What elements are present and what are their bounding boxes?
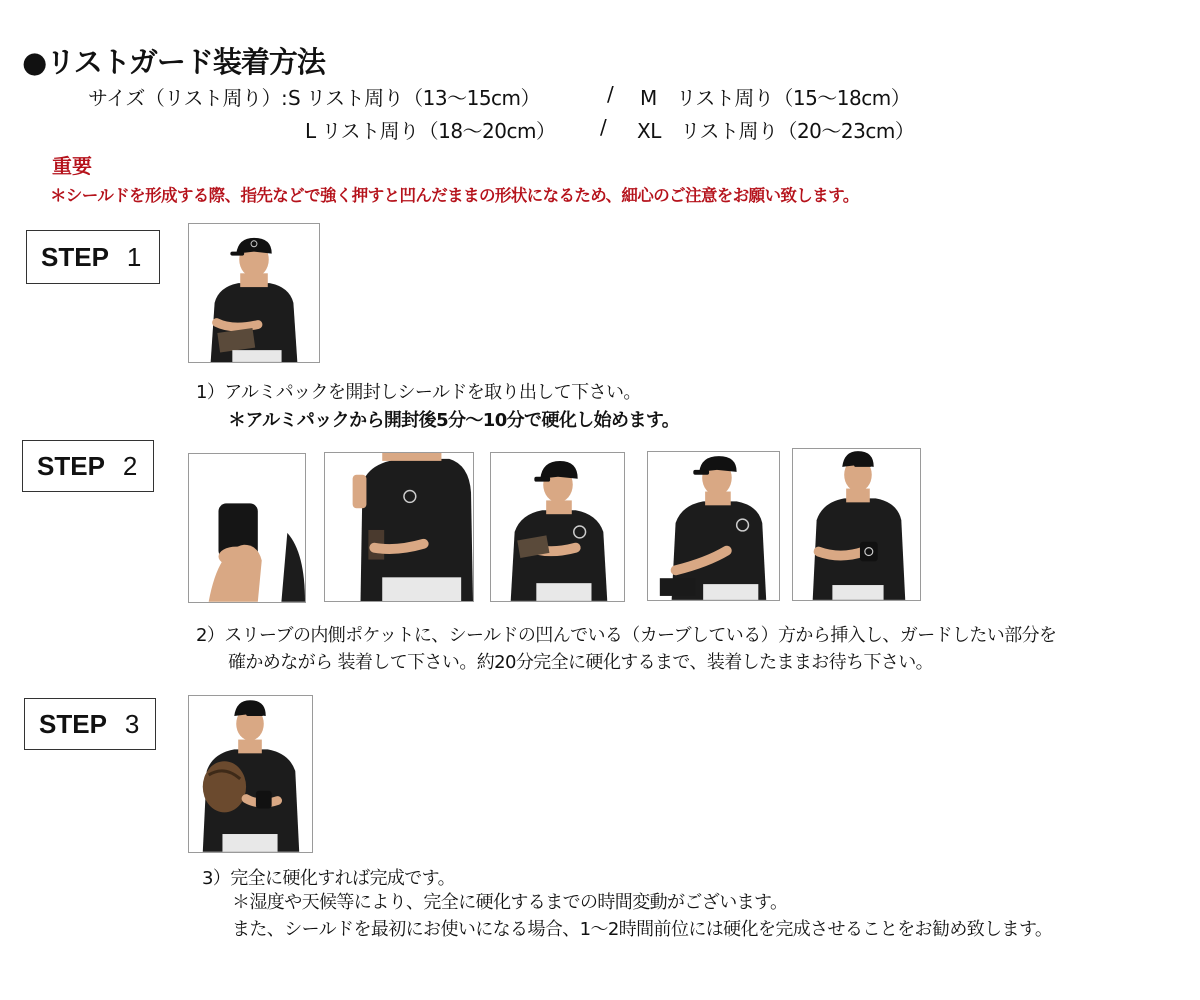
- step-3-number: 3: [124, 708, 140, 739]
- player-wearing-guard-illustration: [793, 449, 920, 600]
- step-1-photo: [188, 223, 320, 363]
- size-label: サイズ（リスト周り）:: [88, 86, 288, 110]
- step-2-label: [22, 440, 154, 492]
- player-with-glove-illustration: [189, 696, 312, 852]
- step-2-number: 2: [122, 450, 138, 481]
- player-open-pack-illustration: [189, 224, 319, 362]
- size-xl: XL リスト周り（20～23cm）: [637, 119, 915, 143]
- step-1-number: 1: [126, 241, 142, 272]
- size-s: S リスト周り（13～15cm）: [288, 86, 541, 110]
- size-l: L リスト周り（18～20cm）: [305, 119, 556, 143]
- step-1-label-text: STEP: [41, 241, 109, 272]
- size-separator: /: [600, 115, 607, 139]
- size-m: M リスト周り（15～18cm）: [640, 86, 911, 110]
- player-adjust-sleeve-illustration: [648, 452, 779, 600]
- step-3-label-text: STEP: [39, 708, 107, 739]
- player-insert-shield-illustration: [325, 453, 473, 601]
- page-title: ●リストガード装着方法: [22, 45, 325, 79]
- step-2-text-line-1: 2）スリーブの内側ポケットに、シールドの凹んでいる（カーブしている）方から挿入し、ガードしたい部分を: [196, 625, 1057, 646]
- important-note: ＊シールドを形成する際、指先などで強く押すと凹んだままの形状になるため、細心のご注意をお願い致します。: [50, 186, 859, 205]
- step-2-photo-1: [188, 453, 306, 603]
- step-2-photo-2: [324, 452, 474, 602]
- step-1-label: [26, 230, 160, 284]
- step-3-text-line-2: ＊湿度や天候等により、完全に硬化するまでの時間変動がございます。: [232, 892, 788, 913]
- step-2-text-line-2: 確かめながら 装着して下さい。約20分完全に硬化するまで、装着したままお待ち下さい。: [228, 652, 934, 673]
- important-heading: 重要: [52, 154, 92, 178]
- step-3-text-line-3: また、シールドを最初にお使いになる場合、1～2時間前位には硬化を完成させることをお勧め致します。: [232, 919, 1053, 940]
- step-2-photo-3: [490, 452, 625, 602]
- step-2-photo-5: [792, 448, 921, 601]
- step-1-text-line-2: ＊アルミパックから開封後5分～10分で硬化し始めます。: [228, 410, 680, 431]
- step-3-label: [24, 698, 156, 750]
- step-2-photo-4: [647, 451, 780, 601]
- step-1-text-line-1: 1）アルミパックを開封しシールドを取り出して下さい。: [196, 382, 641, 403]
- step-3-photo: [188, 695, 313, 853]
- step-3-text-line-1: 3）完全に硬化すれば完成です。: [202, 868, 456, 889]
- player-look-down-illustration: [491, 453, 624, 601]
- size-separator: /: [607, 82, 614, 106]
- step-2-label-text: STEP: [37, 450, 105, 481]
- hand-holding-shield-illustration: [189, 454, 305, 602]
